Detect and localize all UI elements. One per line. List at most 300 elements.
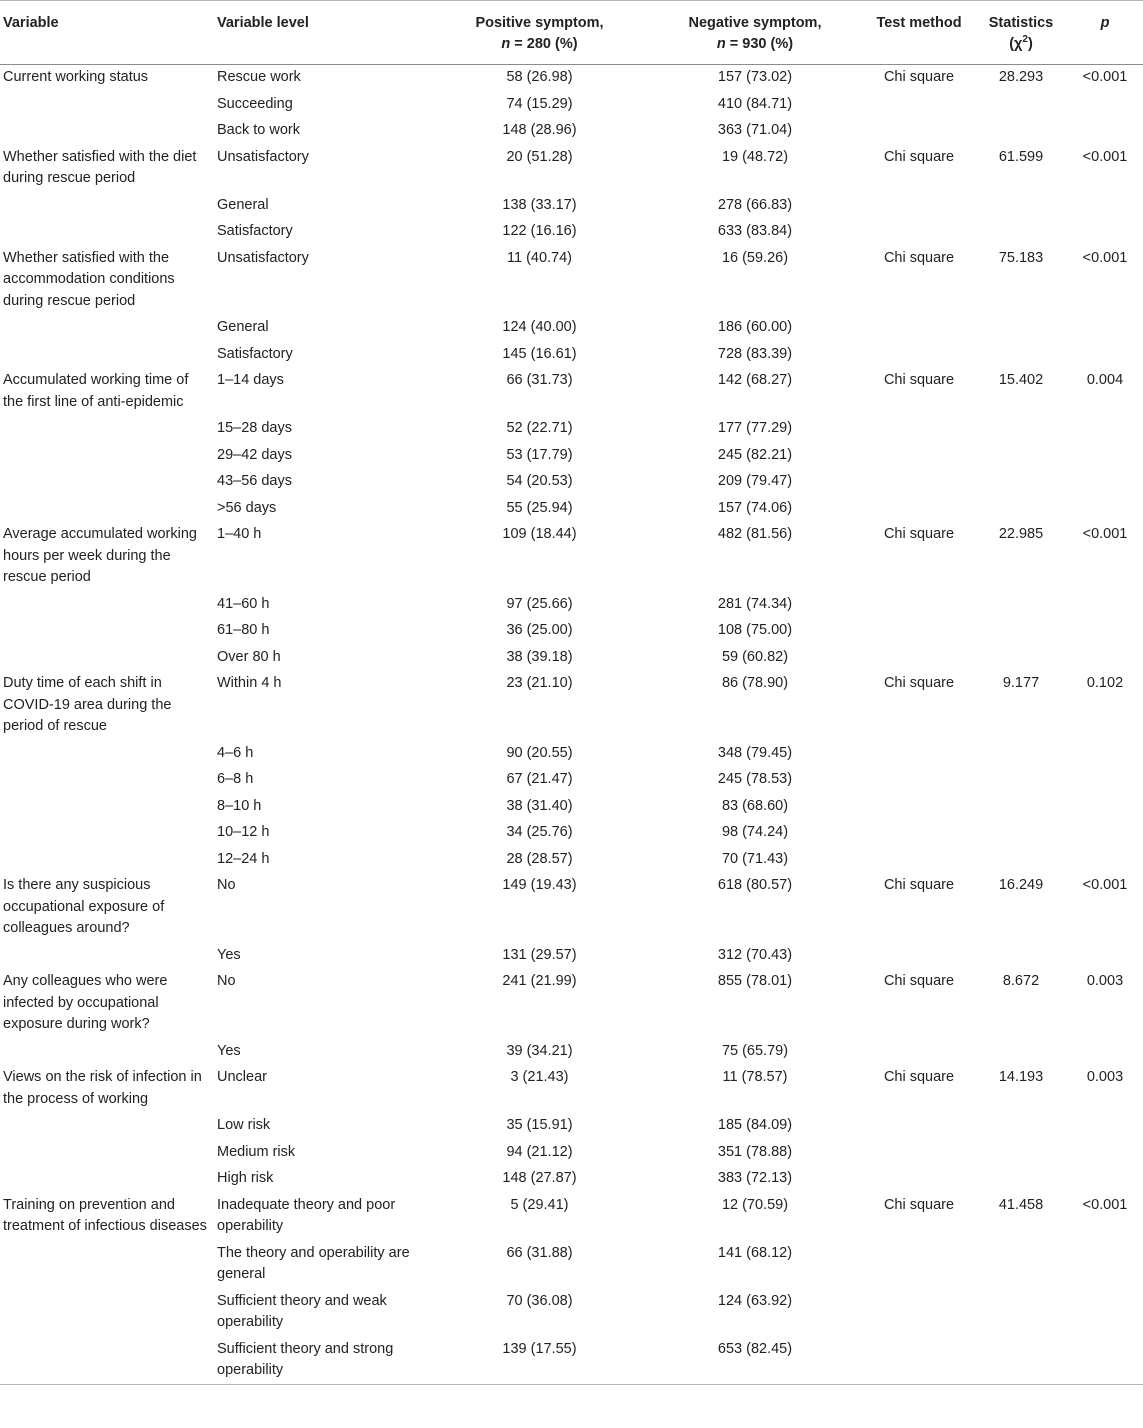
cell-test-method	[863, 1337, 975, 1385]
cell-test-method: Chi square	[883, 1196, 955, 1213]
header-positive-line1: Positive symptom,	[475, 15, 604, 31]
cell-variable: Average accumulated working hours per week during the rescue period	[3, 526, 197, 585]
cell-positive: 53 (17.79)	[506, 446, 573, 463]
cell-variable	[0, 118, 214, 145]
cell-variable	[0, 1241, 214, 1289]
cell-p: <0.001	[1082, 148, 1128, 165]
cell-positive: 66 (31.88)	[506, 1244, 573, 1261]
cell-p	[1067, 618, 1143, 645]
cell-statistics	[975, 92, 1067, 119]
cell-test-method	[863, 342, 975, 369]
cell-negative: 59 (60.82)	[721, 648, 789, 665]
cell-test-method	[863, 1140, 975, 1167]
cell-test-method	[863, 741, 975, 768]
cell-test-method	[863, 193, 975, 220]
cell-positive: 38 (39.18)	[506, 648, 573, 665]
cell-positive: 109 (18.44)	[502, 526, 577, 542]
cell-variable-level: 8–10 h	[217, 797, 262, 814]
table-row	[0, 1337, 1143, 1385]
cell-negative: 383 (72.13)	[717, 1170, 793, 1186]
cell-positive: 70 (36.08)	[506, 1292, 573, 1309]
cell-p	[1067, 1113, 1143, 1140]
cell-statistics	[975, 443, 1067, 470]
table-row	[0, 342, 1143, 369]
cell-positive: 20 (51.28)	[506, 148, 573, 165]
cell-test-method	[863, 592, 975, 619]
cell-test-method	[863, 1039, 975, 1066]
cell-variable-level: 4–6 h	[217, 744, 254, 761]
cell-p	[1067, 416, 1143, 443]
table-row	[0, 118, 1143, 145]
cell-test-method	[863, 1289, 975, 1337]
cell-positive: 3 (21.43)	[510, 1069, 569, 1085]
cell-negative: 312 (70.43)	[717, 946, 793, 963]
cell-test-method	[863, 943, 975, 970]
cell-test-method: Chi square	[883, 249, 955, 266]
table-row	[0, 943, 1143, 970]
cell-test-method	[863, 416, 975, 443]
cell-p	[1067, 118, 1143, 145]
cell-statistics	[975, 767, 1067, 794]
cell-statistics: 15.402	[998, 372, 1044, 388]
table-row	[0, 873, 1143, 943]
cell-test-method: Chi square	[883, 877, 955, 893]
header-statistics	[975, 1, 1067, 65]
cell-positive: 122 (16.16)	[502, 223, 577, 239]
header-positive-n-label: n	[501, 36, 511, 52]
header-negative-symptom	[647, 1, 863, 65]
cell-variable-level: Satisfactory	[217, 345, 293, 362]
table-row	[0, 92, 1143, 119]
cell-test-method	[863, 118, 975, 145]
cell-statistics: 14.193	[998, 1069, 1044, 1085]
cell-test-method	[863, 1241, 975, 1289]
cell-variable-level: 43–56 days	[217, 473, 292, 489]
table-row	[0, 1113, 1143, 1140]
table-row	[0, 741, 1143, 768]
cell-variable	[0, 847, 214, 874]
cell-positive: 97 (25.66)	[506, 595, 573, 612]
cell-statistics	[975, 193, 1067, 220]
cell-positive: 39 (34.21)	[506, 1042, 573, 1059]
cell-variable-level: Unsatisfactory	[217, 148, 309, 165]
table-row	[0, 219, 1143, 246]
header-negative-line1: Negative symptom,	[688, 15, 822, 31]
cell-test-method	[863, 443, 975, 470]
cell-p: 0.003	[1086, 973, 1124, 989]
cell-statistics	[975, 496, 1067, 523]
cell-p	[1067, 794, 1143, 821]
table-header	[0, 1, 1143, 65]
cell-p: <0.001	[1082, 69, 1128, 85]
cell-statistics	[975, 592, 1067, 619]
cell-statistics: 61.599	[998, 148, 1044, 165]
cell-p	[1067, 1140, 1143, 1167]
cell-variable	[0, 794, 214, 821]
cell-variable-level: No	[217, 877, 236, 893]
cell-negative: 83 (68.60)	[721, 797, 789, 814]
cell-p	[1067, 1241, 1143, 1289]
cell-variable	[0, 469, 214, 496]
header-statistics-sup: 2	[1022, 34, 1028, 46]
cell-negative: 75 (65.79)	[721, 1042, 789, 1059]
cell-positive: 148 (27.87)	[502, 1170, 577, 1186]
cell-positive: 35 (15.91)	[506, 1117, 573, 1133]
cell-variable	[0, 592, 214, 619]
header-variable-level: Variable level	[214, 1, 432, 65]
cell-negative: 98 (74.24)	[721, 824, 789, 840]
table-row	[0, 1289, 1143, 1337]
cell-variable-level: Sufficient theory and weak operability	[217, 1292, 387, 1330]
cell-variable	[0, 1166, 214, 1193]
cell-test-method	[863, 1113, 975, 1140]
cell-variable	[0, 416, 214, 443]
cell-positive: 55 (25.94)	[506, 499, 573, 516]
cell-positive: 66 (31.73)	[506, 372, 573, 388]
cell-p	[1067, 342, 1143, 369]
cell-variable	[0, 618, 214, 645]
cell-p: <0.001	[1082, 877, 1128, 893]
cell-test-method: Chi square	[883, 1069, 955, 1085]
cell-statistics: 28.293	[998, 69, 1044, 85]
cell-variable-level: 1–40 h	[217, 526, 262, 542]
cell-p: <0.001	[1082, 526, 1128, 542]
header-statistics-suffix: )	[1027, 36, 1033, 52]
table-row	[0, 671, 1143, 741]
cell-test-method	[863, 820, 975, 847]
cell-statistics	[975, 315, 1067, 342]
cell-statistics	[975, 794, 1067, 821]
cell-variable-level: Unsatisfactory	[217, 249, 309, 266]
table-row	[0, 592, 1143, 619]
cell-statistics	[975, 1039, 1067, 1066]
cell-p	[1067, 1337, 1143, 1385]
cell-variable	[0, 219, 214, 246]
header-negative-n-label: n	[716, 36, 726, 52]
cell-p: 0.102	[1086, 675, 1124, 691]
cell-variable-level: Satisfactory	[217, 223, 293, 239]
cell-variable-level: Within 4 h	[217, 675, 282, 691]
table-row	[0, 1065, 1143, 1113]
cell-negative: 86 (78.90)	[721, 675, 789, 691]
cell-p: 0.004	[1086, 372, 1124, 388]
cell-variable	[0, 767, 214, 794]
cell-positive: 148 (28.96)	[502, 122, 577, 138]
table-row	[0, 1166, 1143, 1193]
cell-test-method	[863, 92, 975, 119]
cell-negative: 142 (68.27)	[717, 372, 793, 388]
cell-test-method: Chi square	[883, 372, 955, 388]
table-row	[0, 1039, 1143, 1066]
cell-statistics	[975, 618, 1067, 645]
cell-negative: 11 (78.57)	[722, 1069, 788, 1085]
cell-negative: 124 (63.92)	[717, 1292, 793, 1309]
table-row	[0, 1193, 1143, 1241]
cell-statistics	[975, 342, 1067, 369]
cell-positive: 38 (31.40)	[506, 797, 573, 814]
cell-statistics: 9.177	[1002, 675, 1040, 691]
cell-variable-level: Rescue work	[217, 69, 301, 85]
cell-negative: 363 (71.04)	[717, 122, 793, 138]
cell-statistics: 75.183	[998, 249, 1044, 266]
header-variable: Variable	[0, 1, 214, 65]
cell-negative: 19 (48.72)	[721, 148, 789, 165]
cell-test-method: Chi square	[883, 973, 955, 989]
table-row	[0, 368, 1143, 416]
cell-statistics	[975, 741, 1067, 768]
table-row	[0, 618, 1143, 645]
table-body	[0, 65, 1143, 1385]
cell-variable-level: 6–8 h	[217, 771, 254, 787]
table-row	[0, 246, 1143, 316]
cell-variable-level: Succeeding	[217, 95, 293, 112]
cell-p	[1067, 1039, 1143, 1066]
cell-variable-level: 12–24 h	[217, 850, 270, 867]
cell-negative: 482 (81.56)	[717, 526, 793, 542]
table-row	[0, 65, 1143, 92]
table-row	[0, 416, 1143, 443]
cell-test-method	[863, 1166, 975, 1193]
cell-p	[1067, 193, 1143, 220]
cell-p	[1067, 443, 1143, 470]
cell-negative: 177 (77.29)	[717, 420, 793, 436]
cell-statistics	[975, 1289, 1067, 1337]
cell-statistics: 16.249	[998, 877, 1044, 893]
cell-variable	[0, 496, 214, 523]
cell-test-method: Chi square	[883, 148, 955, 165]
header-p-label: p	[1100, 15, 1110, 31]
cell-variable: Current working status	[3, 69, 149, 85]
cell-p	[1067, 592, 1143, 619]
cell-variable: Any colleagues who were infected by occupational exposure during work?	[3, 973, 168, 1032]
cell-p	[1067, 767, 1143, 794]
cell-negative: 351 (78.88)	[717, 1143, 793, 1160]
cell-positive: 67 (21.47)	[506, 771, 573, 787]
cell-negative: 12 (70.59)	[721, 1196, 789, 1213]
cell-p: <0.001	[1082, 249, 1128, 266]
cell-test-method	[863, 219, 975, 246]
cell-test-method: Chi square	[883, 69, 955, 85]
cell-variable-level: Over 80 h	[217, 648, 281, 665]
cell-p	[1067, 820, 1143, 847]
cell-positive: 90 (20.55)	[506, 744, 573, 761]
cell-test-method	[863, 645, 975, 672]
cell-negative: 245 (82.21)	[717, 446, 793, 463]
cell-variable	[0, 741, 214, 768]
cell-variable-level: The theory and operability are general	[217, 1244, 410, 1282]
header-positive-symptom	[432, 1, 647, 65]
cell-negative: 653 (82.45)	[647, 1337, 863, 1385]
cell-negative: 281 (74.34)	[717, 595, 793, 612]
cell-variable: Duty time of each shift in COVID-19 area during the period of rescue	[3, 675, 172, 734]
header-statistics-prefix: (χ	[1009, 36, 1023, 52]
cell-statistics: 41.458	[998, 1196, 1044, 1213]
cell-test-method	[863, 847, 975, 874]
cell-p	[1067, 645, 1143, 672]
header-negative-n-value: = 930 (%)	[725, 36, 794, 52]
cell-p	[1067, 1166, 1143, 1193]
cell-test-method: Chi square	[883, 675, 955, 691]
cell-p: <0.001	[1082, 1196, 1128, 1213]
table-row	[0, 522, 1143, 592]
cell-statistics: 8.672	[1002, 973, 1040, 989]
table-row	[0, 469, 1143, 496]
cell-positive: 131 (29.57)	[502, 946, 577, 963]
cell-variable-level: 29–42 days	[217, 446, 292, 463]
cell-test-method	[863, 767, 975, 794]
cell-variable	[0, 645, 214, 672]
cell-variable	[0, 1337, 214, 1385]
cell-variable: Views on the risk of infection in the process of working	[3, 1069, 202, 1107]
cell-test-method	[863, 315, 975, 342]
cell-p	[1067, 1289, 1143, 1337]
cell-test-method: Chi square	[883, 526, 955, 542]
cell-variable-level: Yes	[217, 1042, 241, 1059]
cell-positive: 241 (21.99)	[502, 973, 577, 989]
cell-p	[1067, 847, 1143, 874]
cell-p	[1067, 469, 1143, 496]
cell-statistics	[975, 469, 1067, 496]
cell-positive: 23 (21.10)	[506, 675, 573, 691]
cell-p	[1067, 943, 1143, 970]
cell-positive: 145 (16.61)	[502, 345, 577, 362]
cell-variable-level: General	[217, 196, 269, 213]
cell-variable	[0, 342, 214, 369]
cell-negative: 633 (83.84)	[717, 223, 793, 239]
cell-negative: 157 (73.02)	[717, 69, 793, 85]
cell-positive: 54 (20.53)	[506, 473, 573, 489]
cell-variable	[0, 1140, 214, 1167]
table-row	[0, 969, 1143, 1039]
cell-variable-level: 61–80 h	[217, 622, 270, 638]
header-statistics-line1: Statistics	[988, 15, 1054, 31]
cell-variable: Whether satisfied with the accommodation conditions during rescue period	[3, 249, 175, 309]
cell-negative: 618 (80.57)	[717, 877, 793, 893]
cell-variable: Accumulated working time of the first line of anti-epidemic	[3, 372, 189, 410]
cell-variable-level: 41–60 h	[217, 595, 270, 612]
cell-variable-level: No	[217, 973, 236, 989]
cell-variable	[0, 1039, 214, 1066]
cell-statistics	[975, 645, 1067, 672]
cell-variable-level: >56 days	[217, 499, 277, 516]
cell-negative: 410 (84.71)	[717, 95, 793, 112]
cell-positive: 94 (21.12)	[506, 1143, 573, 1160]
table-row	[0, 496, 1143, 523]
cell-negative: 108 (75.00)	[717, 622, 793, 638]
table-row	[0, 794, 1143, 821]
cell-statistics	[975, 219, 1067, 246]
cell-positive: 11 (40.74)	[506, 249, 573, 266]
cell-variable-level: Low risk	[217, 1117, 271, 1133]
cell-negative: 186 (60.00)	[717, 319, 793, 335]
table-row	[0, 145, 1143, 193]
cell-test-method	[863, 618, 975, 645]
cell-statistics	[975, 1166, 1067, 1193]
cell-positive: 74 (15.29)	[506, 95, 573, 112]
header-test-method: Test method	[863, 1, 975, 65]
cell-variable	[0, 1113, 214, 1140]
cell-negative: 245 (78.53)	[717, 771, 793, 787]
cell-test-method	[863, 794, 975, 821]
table-row	[0, 820, 1143, 847]
cell-statistics	[975, 943, 1067, 970]
cell-negative: 141 (68.12)	[717, 1244, 793, 1261]
table-row	[0, 645, 1143, 672]
header-positive-n-value: = 280 (%)	[510, 36, 578, 52]
cell-variable	[0, 943, 214, 970]
header-row	[0, 1, 1143, 65]
cell-positive: 52 (22.71)	[506, 420, 573, 436]
cell-positive: 139 (17.55)	[432, 1337, 647, 1385]
cell-positive: 58 (26.98)	[506, 69, 573, 85]
cell-variable-level: 15–28 days	[217, 420, 292, 436]
cell-p	[1067, 92, 1143, 119]
cell-variable	[0, 193, 214, 220]
cell-statistics	[975, 820, 1067, 847]
cell-variable-level: Sufficient theory and strong operability	[214, 1337, 432, 1385]
cell-statistics: 22.985	[998, 526, 1044, 542]
cell-variable	[0, 315, 214, 342]
table-row	[0, 1241, 1143, 1289]
cell-statistics	[975, 1140, 1067, 1167]
cell-statistics	[975, 1337, 1067, 1385]
cell-variable-level: High risk	[217, 1170, 274, 1186]
cell-negative: 185 (84.09)	[717, 1117, 793, 1133]
cell-variable-level: Unclear	[217, 1069, 267, 1085]
cell-negative: 157 (74.06)	[717, 499, 793, 516]
cell-statistics	[975, 118, 1067, 145]
cell-variable-level: Yes	[217, 946, 241, 963]
cell-test-method	[863, 469, 975, 496]
cell-p	[1067, 219, 1143, 246]
cell-positive: 28 (28.57)	[506, 850, 573, 867]
table-row	[0, 767, 1143, 794]
table-row	[0, 847, 1143, 874]
cell-variable	[0, 1289, 214, 1337]
cell-variable: Training on prevention and treatment of infectious diseases	[3, 1196, 207, 1234]
cell-p	[1067, 741, 1143, 768]
cell-statistics	[975, 847, 1067, 874]
cell-negative: 70 (71.43)	[721, 850, 789, 867]
cell-positive: 138 (33.17)	[502, 196, 577, 213]
cell-variable-level: Inadequate theory and poor operability	[217, 1196, 396, 1234]
table-row	[0, 443, 1143, 470]
cell-test-method	[863, 496, 975, 523]
cell-p	[1067, 315, 1143, 342]
header-p	[1067, 1, 1143, 65]
cell-negative: 855 (78.01)	[717, 973, 793, 989]
cell-positive: 124 (40.00)	[502, 319, 577, 335]
cell-variable-level: 1–14 days	[217, 372, 284, 388]
cell-variable	[0, 820, 214, 847]
cell-variable-level: Medium risk	[217, 1143, 296, 1160]
cell-negative: 728 (83.39)	[717, 345, 793, 362]
cell-variable	[0, 92, 214, 119]
cell-variable-level: General	[217, 319, 269, 335]
cell-p	[1067, 496, 1143, 523]
cell-negative: 209 (79.47)	[717, 473, 793, 489]
table-row	[0, 1140, 1143, 1167]
cell-statistics	[975, 1113, 1067, 1140]
cell-negative: 348 (79.45)	[717, 744, 793, 761]
cell-variable-level: Back to work	[217, 122, 300, 138]
cell-variable: Is there any suspicious occupational exposure of colleagues around?	[3, 877, 165, 936]
cell-p: 0.003	[1086, 1069, 1124, 1085]
cell-positive: 5 (29.41)	[510, 1196, 569, 1213]
table-row	[0, 315, 1143, 342]
cell-variable	[0, 443, 214, 470]
cell-positive: 149 (19.43)	[502, 877, 577, 893]
